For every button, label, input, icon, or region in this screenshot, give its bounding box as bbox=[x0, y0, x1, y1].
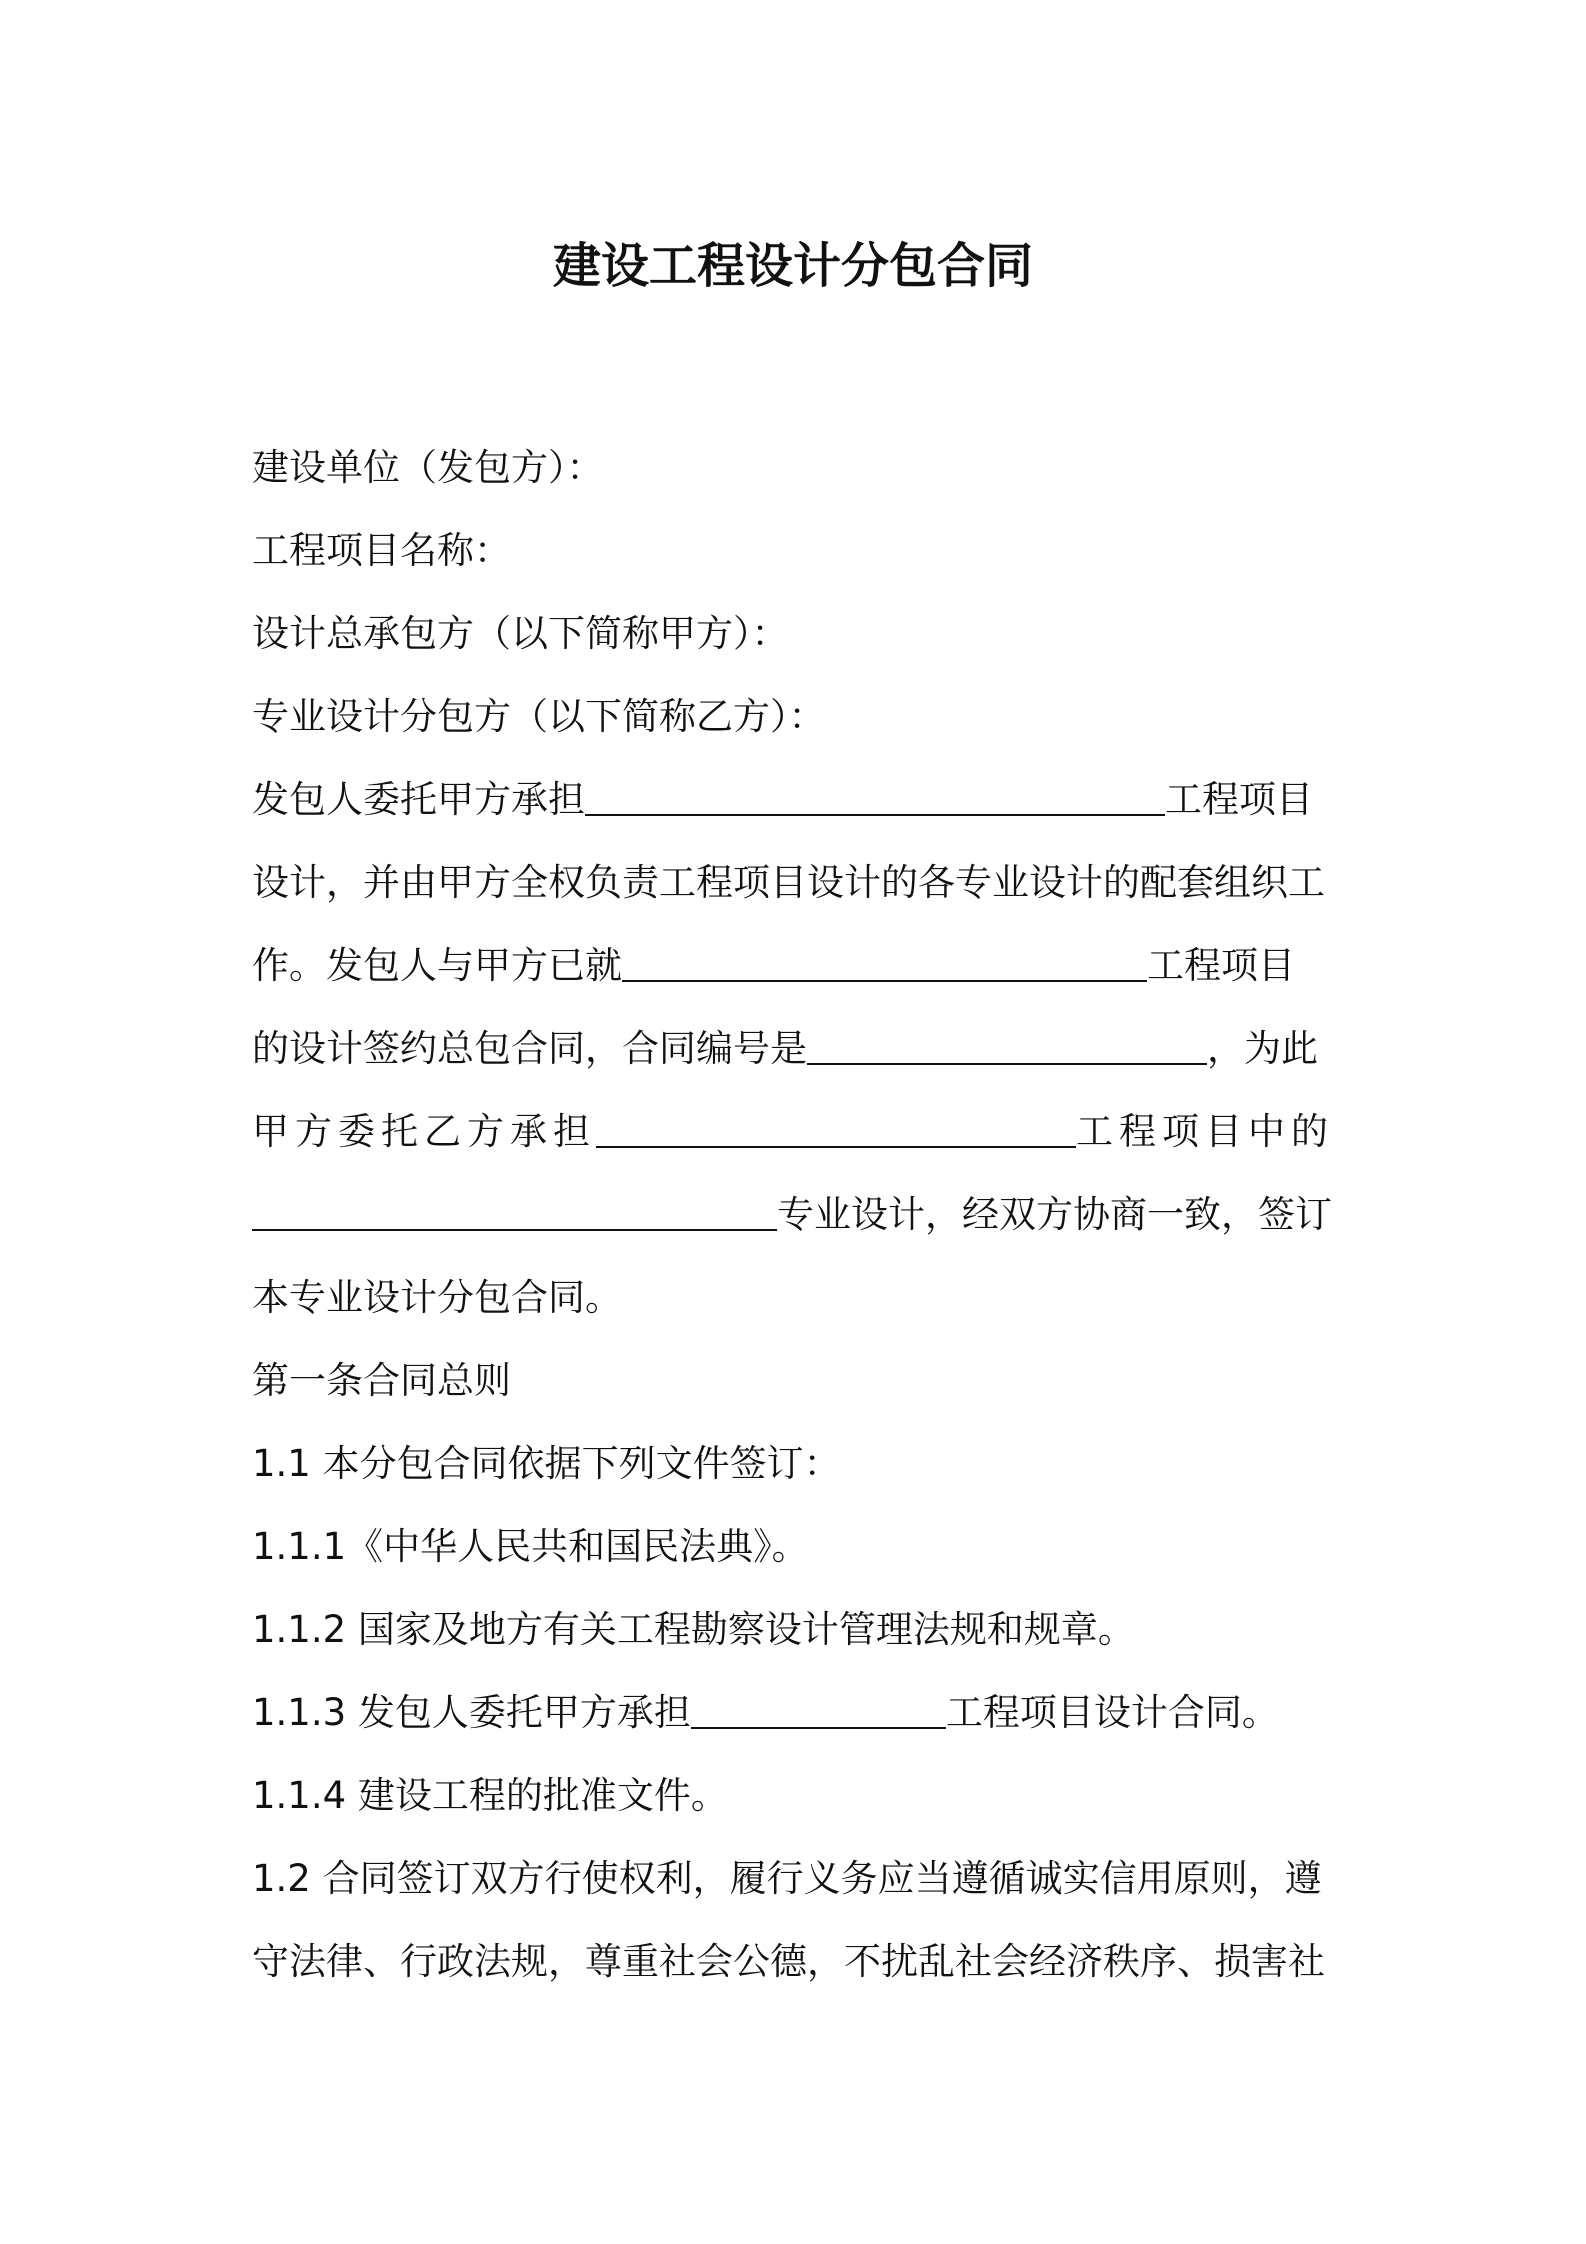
preamble-text: 发包人委托甲方承担 bbox=[252, 778, 585, 821]
field-construction-unit: 建设单位（发包方）： bbox=[252, 446, 604, 489]
fill-in-blank bbox=[622, 950, 1147, 982]
contract-number-blank bbox=[807, 1033, 1207, 1065]
preamble-text: 甲方委托乙方承担 bbox=[252, 1110, 596, 1153]
clause-text: 工程项目设计合同。 bbox=[945, 1691, 1279, 1734]
clause-1-2: 1.2 合同签订双方行使权利，履行义务应当遵循诚实信用原则，遵 bbox=[252, 1857, 1322, 1900]
preamble-line: 设计，并由甲方全权负责工程项目设计的各专业设计的配套组织工 bbox=[252, 861, 1325, 904]
preamble-text: 工程项目 bbox=[1147, 944, 1295, 987]
article-heading: 第一条合同总则 bbox=[252, 1359, 511, 1402]
clause-1-1-4: 1.1.4 建设工程的批准文件。 bbox=[252, 1774, 728, 1817]
fill-in-blank bbox=[596, 1116, 1076, 1148]
clause-1-2-continued: 守法律、行政法规，尊重社会公德，不扰乱社会经济秩序、损害社 bbox=[252, 1940, 1325, 1983]
preamble-text: ，为此 bbox=[1207, 1027, 1318, 1070]
preamble-line bbox=[252, 1007, 1350, 1090]
fill-in-blank bbox=[691, 1697, 946, 1729]
field-general-contractor: 设计总承包方（以下简称甲方）： bbox=[252, 612, 789, 655]
contract-body bbox=[252, 426, 1350, 2003]
clause-1-1-2: 1.1.2 国家及地方有关工程勘察设计管理法规和规章。 bbox=[252, 1608, 1135, 1651]
clause-1-1-1: 1.1.1《中华人民共和国民法典》。 bbox=[252, 1525, 809, 1568]
preamble-line: 本专业设计分包合同。 bbox=[252, 1276, 622, 1319]
preamble-text: 工程项目中的 bbox=[1076, 1110, 1334, 1153]
preamble-line bbox=[252, 1090, 1350, 1173]
preamble-line bbox=[252, 924, 1350, 1007]
preamble-line bbox=[252, 1173, 1350, 1256]
preamble-text: 工程项目 bbox=[1165, 778, 1313, 821]
fill-in-blank bbox=[252, 1199, 777, 1231]
clause-text: 1.1.3 发包人委托甲方承担 bbox=[252, 1691, 691, 1734]
clause-1-1-3 bbox=[252, 1671, 1350, 1754]
preamble-text: 作。发包人与甲方已就 bbox=[252, 944, 622, 987]
preamble-text: 专业设计，经双方协商一致，签订 bbox=[777, 1193, 1332, 1236]
preamble-text: 的设计签约总包合同，合同编号是 bbox=[252, 1027, 807, 1070]
preamble-line bbox=[252, 758, 1350, 841]
clause-1-1: 1.1 本分包合同依据下列文件签订： bbox=[252, 1442, 841, 1485]
document-title: 建设工程设计分包合同 bbox=[552, 238, 1033, 294]
field-subcontractor: 专业设计分包方（以下简称乙方）： bbox=[252, 695, 826, 738]
field-project-name: 工程项目名称： bbox=[252, 529, 511, 572]
fill-in-blank bbox=[585, 784, 1165, 816]
